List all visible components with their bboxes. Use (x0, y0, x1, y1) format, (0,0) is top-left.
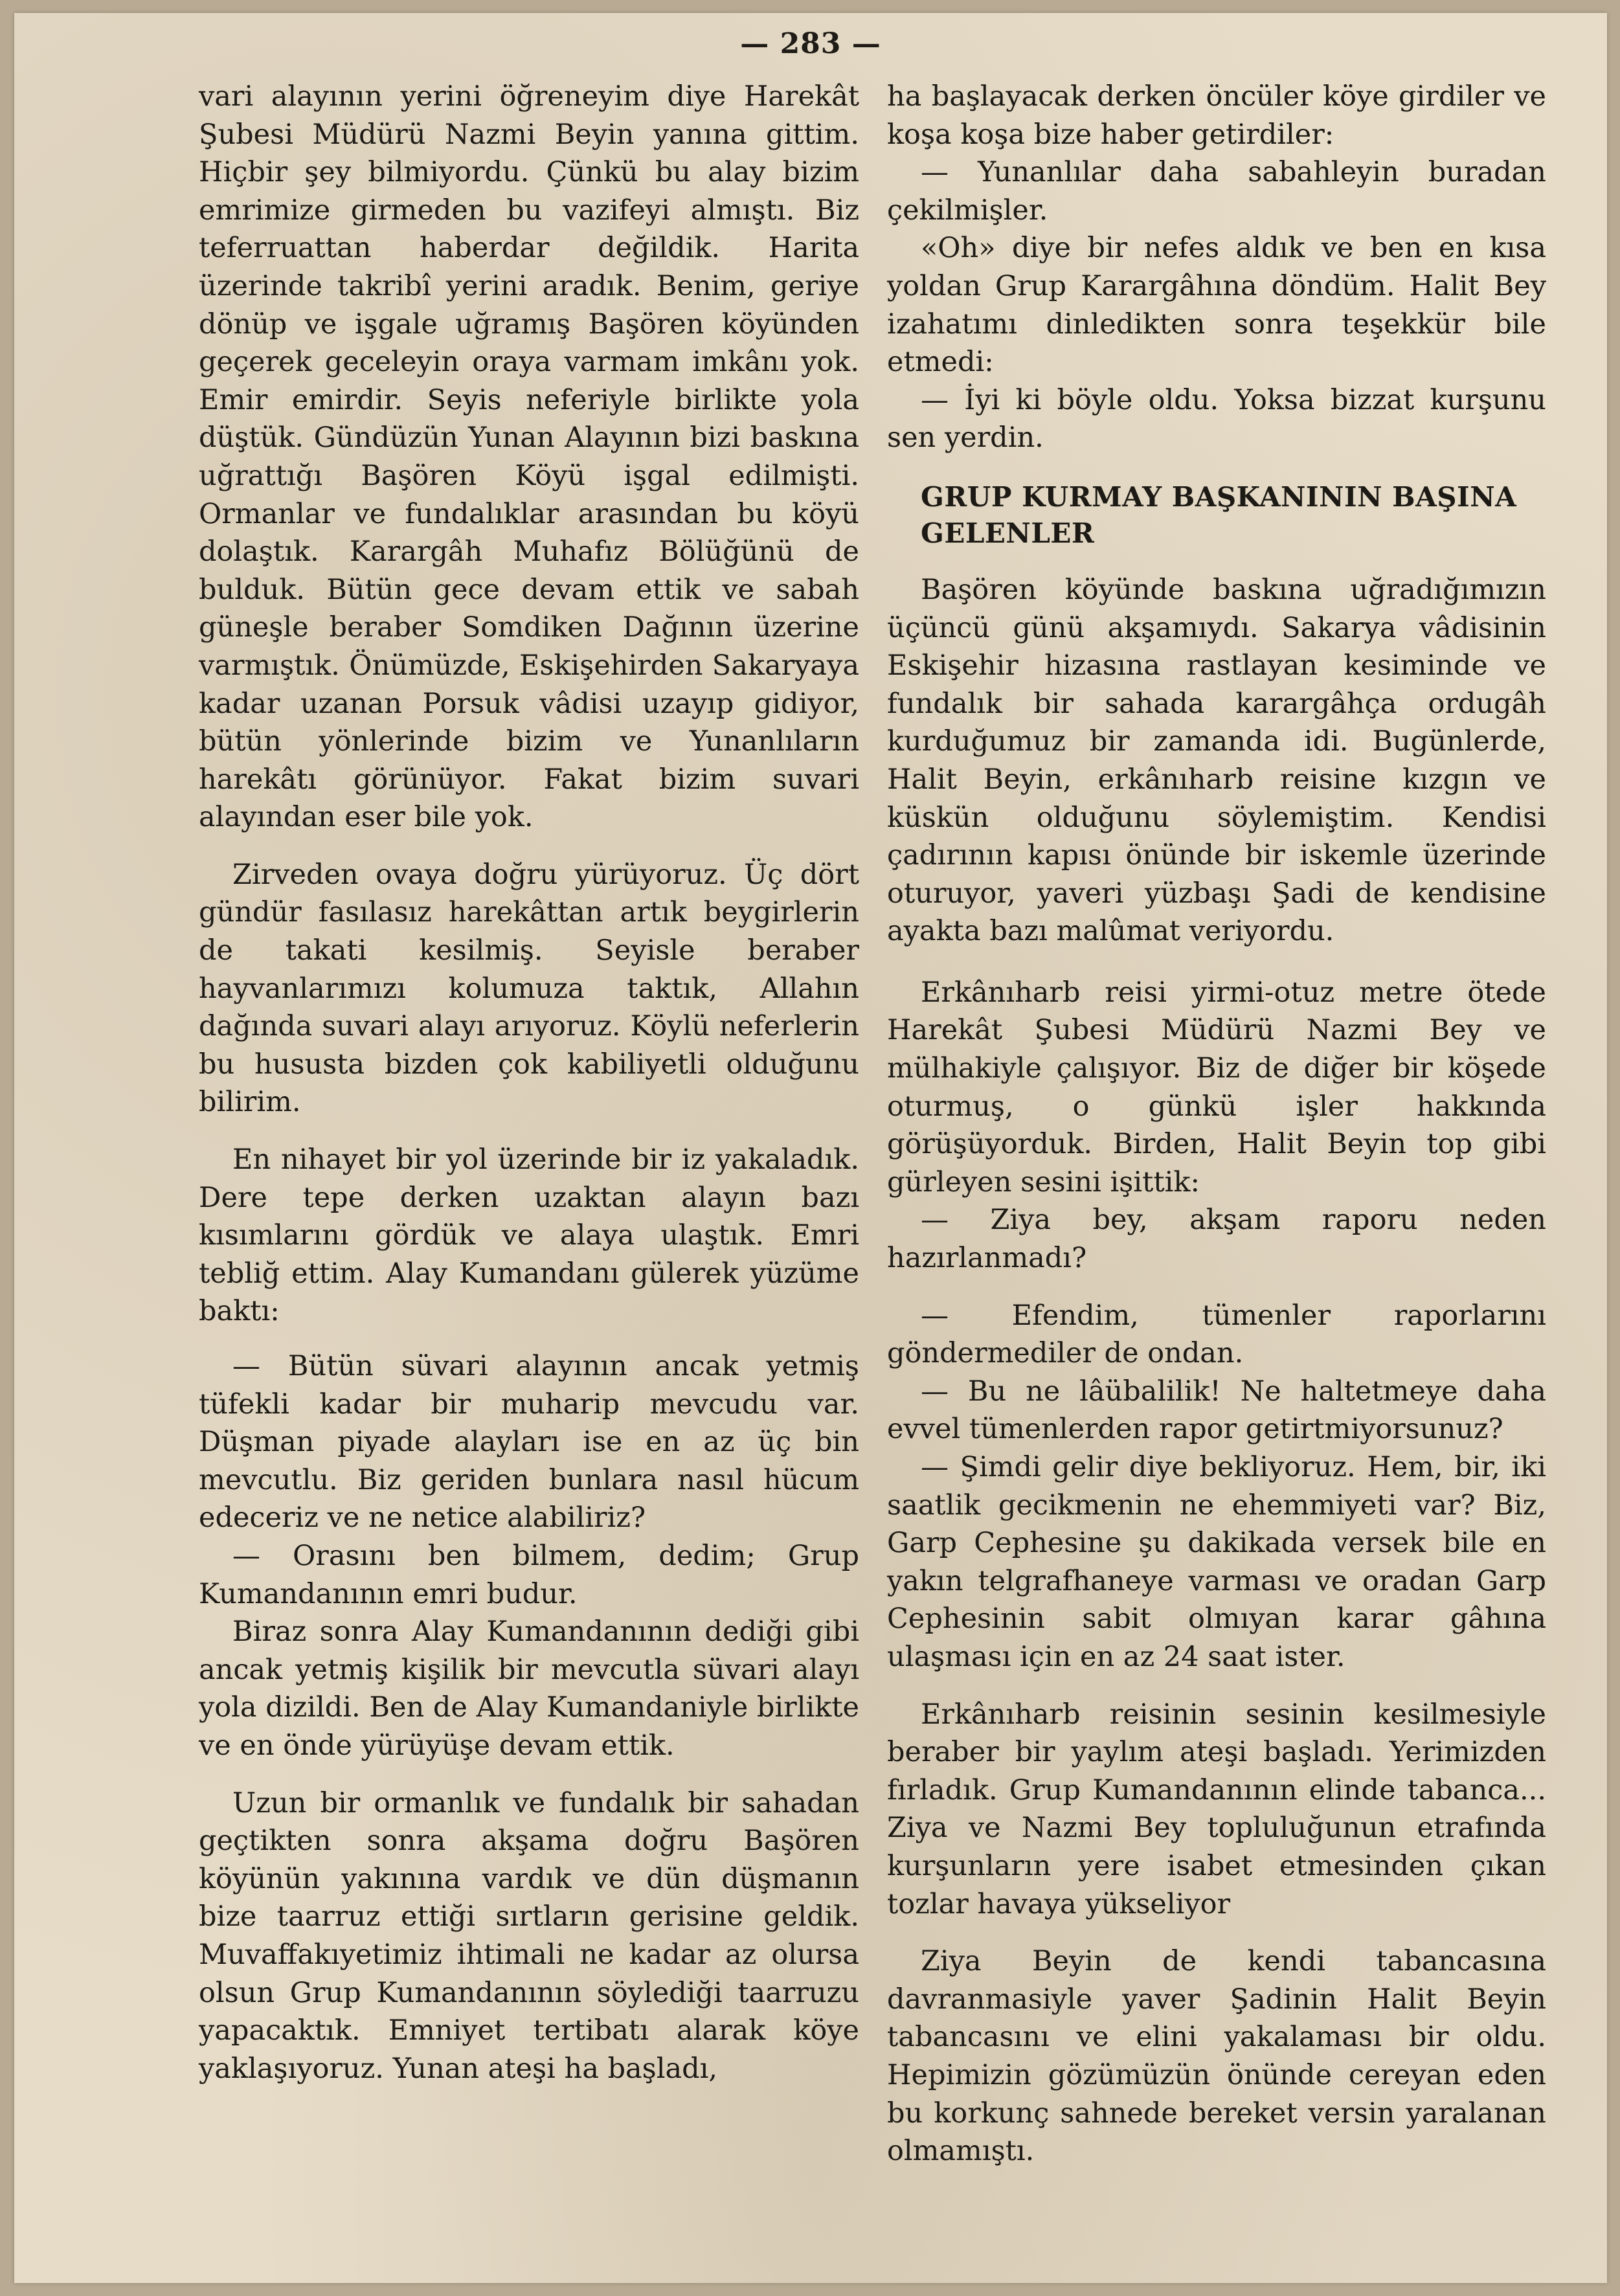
dialogue-line: — Şimdi gelir diye bekliyoruz. Hem, bir, iki saatlik gecikmenin ne ehemmiyeti var? Biz, Garp Cephesine şu dakikada versek bile en yakın telgrafhaneye varması ve oradan Garp Cephesinin sabit olmıyan karar gâhına ulaşması için en az 24 saat ister. (887, 1451, 1546, 1673)
page-number: — 283 — (740, 27, 881, 60)
dialogue-line: — Bütün süvari alayının ancak yetmiş tüfekli kadar bir muharip mevcudu var. Düşman piyade alayları ise en az üç bin mevcutlu. Biz geriden bunlara nasıl hücum edeceriz ve ne netice alabiliriz? (199, 1350, 859, 1535)
paragraph: En nihayet bir yol üzerinde bir iz yakaladık. Dere tepe derken uzaktan alayın bazı kısımlarını gördük ve alaya ulaştık. Emri tebliğ ettim. Alay Kumandanı gülerek yüzüme baktı: (199, 1143, 859, 1328)
paragraph: Ziya Beyin de kendi tabancasına davranmasiyle yaver Şadinin Halit Beyin tabancasını ve elini yakalaması bir oldu. Hepimizin gözümüzün önünde cereyan eden bu korkunç sahnede bereket versin yaralanan olmamıştı. (887, 1945, 1546, 2168)
paragraph: Başören köyünde baskına uğradığımızın üçüncü günü akşamıydı. Sakarya vâdisinin Eskişehir hizasına rastlayan kesiminde ve fundalık bir sahada karargâhça ordugâh kurduğumuz bir zamanda idi. Bugünlerde, Halit Beyin, erkânıharb reisine kızgın ve küskün olduğunu söylemiştim. Kendisi çadırının kapısı önünde bir iskemle üzerinde oturuyor, yaveri yüzbaşı Şadi de kendisine ayakta bazı malûmat veriyordu. (887, 573, 1546, 948)
section-heading: GRUP KURMAY BAŞKANININ BAŞINA GELENLER (921, 480, 1517, 549)
paragraph: Biraz sonra Alay Kumandanının dediği gibi ancak yetmiş kişilik bir mevcutla süvari alayı yola dizildi. Ben de Alay Kumandaniyle birlikte ve en önde yürüyüşe devam ettik. (199, 1615, 859, 1762)
paragraph: «Oh» diye bir nefes aldık ve ben en kısa yoldan Grup Karargâhına döndüm. Halit Bey izahatımı dinledikten sonra teşekkür bile etmedi: (887, 232, 1546, 379)
dialogue-line: — Efendim, tümenler raporlarını göndermediler de ondan. (887, 1299, 1546, 1370)
right-column (887, 78, 1546, 2170)
paragraph: Zirveden ovaya doğru yürüyoruz. Üç dört gündür fasılasız harekâttan artık beygirlerin de takati kesilmiş. Seyisle beraber hayvanlarımızı kolumuza taktık, Allahın dağında suvari alayı arıyoruz. Köylü neferlerin bu hususta bizden çok kabiliyetli olduğunu bilirim. (199, 858, 859, 1119)
paragraph: Uzun bir ormanlık ve fundalık bir sahadan geçtikten sonra akşama doğru Başören köyünün yakınına vardık ve dün düşmanın bize taarruz ettiği sırtların gerisine geldik. Muvaffakıyetimiz ihtimali ne kadar az olursa olsun Grup Kumandanının söylediği taarruzu yapacaktık. Emniyet tertibatı alarak köye yaklaşıyoruz. Yunan ateşi ha başladı, (199, 1786, 859, 2085)
paragraph: Erkânıharb reisi yirmi-otuz metre ötede Harekât Şubesi Müdürü Nazmi Bey ve mülhakiyle çalışıyor. Biz de diğer bir köşede oturmuş, o günkü işler hakkında görüşüyorduk. Birden, Halit Beyin top gibi gürleyen sesini işittik: (887, 976, 1546, 1199)
dialogue-line: — Bu ne lâübalilik! Ne haltetmeye daha evvel tümenlerden rapor getirtmiyorsunuz? (887, 1375, 1546, 1446)
dialogue-line: — Yunanlılar daha sabahleyin buradan çekilmişler. (887, 156, 1546, 227)
dialogue-line: — İyi ki böyle oldu. Yoksa bizzat kurşunu sen yerdin. (887, 383, 1546, 455)
book-page (14, 13, 1607, 2283)
paragraph: vari alayının yerini öğreneyim diye Harekât Şubesi Müdürü Nazmi Beyin yanına gittim. Hiçbir şey bilmiyordu. Çünkü bu alay bizim emrimize girmeden bu vazifeyi almıştı. Biz teferruattan haberdar değildik. Harita üzerinde takribî yerini aradık. Benim, geriye dönüp ve işgale uğramış Başören köyünden geçerek geceleyin oraya varmam imkânı yok. Emir emirdir. Seyis neferiyle birlikte yola düştük. Gündüzün Yunan Alayının bizi baskına uğrattığı Başören Köyü işgal edilmişti. Ormanlar ve fundalıklar arasından bu köyü dolaştık. Karargâh Muhafız Bölüğünü de bulduk. Bütün gece devam ettik ve sabah güneşle beraber Somdiken Dağının üzerine varmıştık. Önümüzde, Eskişehirden Sakaryaya kadar uzanan Porsuk vâdisi uzayıp gidiyor, bütün yönlerinde bizim ve Yunanlıların harekâtı görünüyor. Fakat bizim suvari alayından eser bile yok. (199, 80, 859, 834)
paragraph: ha başlayacak derken öncüler köye girdiler ve koşa koşa bize haber getirdiler: (887, 80, 1546, 151)
dialogue-line: — Ziya bey, akşam raporu neden hazırlanmadı? (887, 1204, 1546, 1275)
paragraph: Erkânıharb reisinin sesinin kesilmesiyle beraber bir yaylım ateşi başladı. Yerimizden fırladık. Grup Kumandanının elinde tabanca... Ziya ve Nazmi Bey topluluğunun etrafında kurşunların yere isabet etmesinden çıkan tozlar havaya yükseliyor (887, 1698, 1546, 1920)
left-column (199, 78, 859, 2088)
dialogue-line: — Orasını ben bilmem, dedim; Grup Kumandanının emri budur. (199, 1539, 859, 1610)
